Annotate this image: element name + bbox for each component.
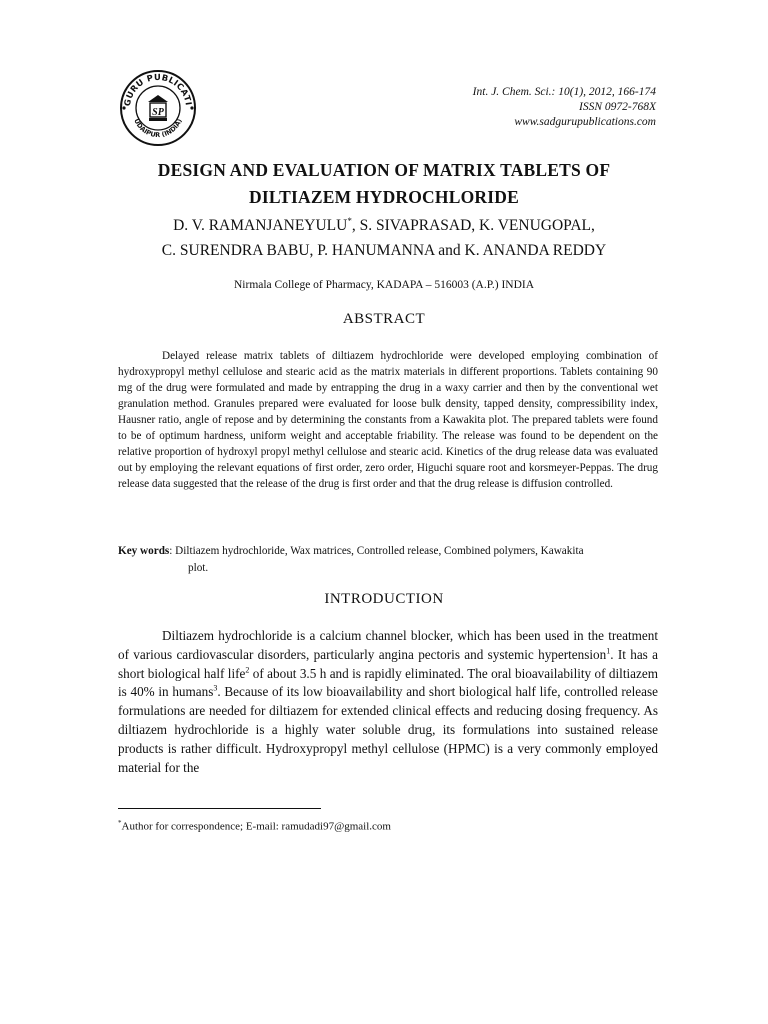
journal-website[interactable]: www.sadgurupublications.com bbox=[514, 116, 656, 128]
journal-header bbox=[356, 85, 656, 130]
author-line-1 bbox=[80, 209, 688, 238]
author-list bbox=[80, 209, 688, 263]
logo-monogram: SP bbox=[152, 107, 164, 118]
intro-text-part-4: . Because of its low bioavailability and short biological half life, controlled release formulations are needed for diltiazem for extended clinical effects and reducing dosing frequency. As diltiazem hydrochloride is a highly water soluble drug, its formulations into sustained release products is rather difficult. Hydroxypropyl methyl cellulose (HPMC) is a very commonly employed material for the bbox=[118, 684, 658, 775]
abstract-heading: ABSTRACT bbox=[342, 311, 426, 327]
title-line-1: DESIGN AND EVALUATION OF MATRIX TABLETS OF bbox=[157, 160, 611, 180]
reference-2: 2 bbox=[245, 665, 250, 675]
abstract-text: Delayed release matrix tablets of diltiazem hydrochloride were developed employing combination of hydroxypropyl methyl cellulose and stearic acid as the matrix materials in different proportions. Tablets containing 90 mg of the drug were formulated and made by entrapping the drug in a waxy carrier and then by the conventional wet granulation method. Granules prepared were evaluated for loose bulk density, tapped density, compressibility index, Hausner ratio, angle of repose and by determining the constants from a Kawakita plot. The prepared tablets were found to be of optimum hardness, uniform weight and acceptable friability. The release was found to be dependent on the relative proportion of hydroxyl propyl methyl cellulose and stearic acid. Kinetics of the drug release data was evaluated out by employing the relevant equations of first order, zero order, Higuchi square root and korsmeyer-Peppas. The drug release data suggested that the release of the drug is first order and that the drug release is diffusion controlled. bbox=[118, 350, 658, 490]
author-line-2: C. SURENDRA BABU, P. HANUMANNA and K. ANANDA REDDY bbox=[161, 242, 607, 260]
footnote bbox=[118, 819, 391, 833]
affiliation: Nirmala College of Pharmacy, KADAPA – 516003 (A.P.) INDIA bbox=[233, 279, 535, 291]
journal-issn: ISSN 0972-768X bbox=[579, 101, 656, 113]
logo-bottom-text: UDAIPUR (INDIA) bbox=[132, 117, 184, 140]
keywords-label: Key words bbox=[118, 545, 170, 557]
publisher-seal-icon bbox=[118, 68, 198, 148]
publisher-logo bbox=[118, 68, 198, 148]
keywords-continuation: plot. bbox=[188, 562, 209, 574]
footnote-rule bbox=[118, 808, 321, 809]
introduction-heading: INTRODUCTION bbox=[324, 591, 444, 607]
reference-1: 1 bbox=[606, 646, 611, 656]
intro-text-part-1: Diltiazem hydrochloride is a calcium channel blocker, which has been used in the treatment of various cardiovascular disorders, particularly angina pectoris and systemic hypertension bbox=[118, 628, 658, 662]
corresponding-author-mark: * bbox=[347, 216, 352, 226]
reference-3: 3 bbox=[213, 684, 218, 693]
keywords-text: : Diltiazem hydrochloride, Wax matrices, Controlled release, Combined polymers, Kawakita bbox=[169, 545, 584, 557]
intro-text-part-2: . It has a short biological half life bbox=[118, 646, 658, 681]
keywords bbox=[118, 543, 658, 577]
corresponding-author: D. V. RAMANJANEYULU bbox=[173, 217, 348, 235]
footnote-mark: * bbox=[118, 819, 122, 827]
journal-citation: Int. J. Chem. Sci.: 10(1), 2012, 166-174 bbox=[472, 86, 656, 98]
introduction-paragraph bbox=[118, 627, 658, 777]
logo-ring-text: GURU PUBLICATI bbox=[121, 71, 194, 107]
author-line-1-rest: , S. SIVAPRASAD, K. VENUGOPAL, bbox=[351, 217, 595, 235]
paper-title bbox=[80, 157, 688, 211]
footnote-text: Author for correspondence; E-mail: ramudadi97@gmail.com bbox=[121, 820, 391, 833]
intro-text-part-3: of about 3.5 h and is rapidly eliminated. The oral bioavailability of diltiazem is 40% in humans bbox=[118, 665, 658, 700]
title-line-2: DILTIAZEM HYDROCHLORIDE bbox=[249, 187, 519, 207]
